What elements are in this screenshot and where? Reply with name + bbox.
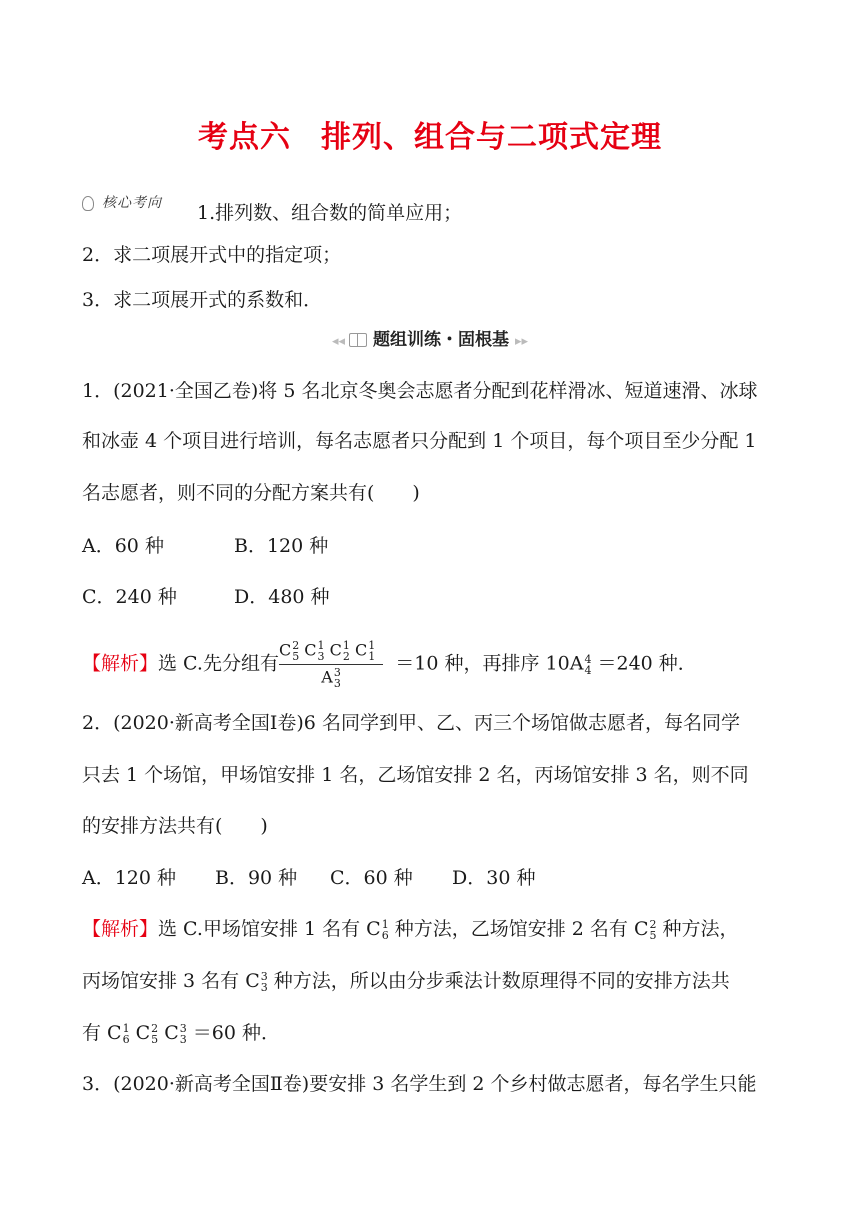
- q1-analysis: 【解析】选 C.先分组有 C 2 5 C 1 3 C 1 2 C 1 1 A 3 3 ＝10 种，再排序 10A 4 4 ＝240 种．: [82, 639, 697, 690]
- q2-line-3: 的安排方法共有( ): [82, 815, 268, 837]
- q1-options-row-1: [82, 533, 328, 559]
- section-label: 题组训练・固根基: [373, 330, 510, 350]
- focus-label: 核心考向: [102, 195, 162, 211]
- q2-analysis-line-3: 有 C 1 6 C 2 5 C 3 3 ＝60 种．: [82, 1022, 280, 1046]
- q2-analysis-line-1: 【解析】选 C.甲场馆安排 1 名有 C 1 6 种方法，乙场馆安排 2 名有 C 2 5 种方法，: [82, 918, 739, 942]
- q1-analysis-text: 选 C.先分组有: [158, 652, 279, 675]
- q2-options-row: [82, 865, 535, 891]
- focus-tag: [82, 192, 162, 212]
- q2-line-2: 只去 1 个场馆，甲场馆安排 1 名，乙场馆安排 2 名，丙场馆安排 3 名，则不同: [82, 764, 749, 786]
- title-topic-number: 考点六: [198, 120, 291, 155]
- q2-option-c: C．60 种: [330, 867, 413, 889]
- lightbulb-icon: [82, 196, 94, 211]
- q1-fraction-denominator: A 3 3: [321, 666, 341, 690]
- arrow-left-icon: ◂◂: [331, 334, 346, 349]
- q1-analysis-end: ＝240 种．: [597, 652, 697, 675]
- page-title: [0, 112, 860, 156]
- book-icon: [349, 333, 367, 347]
- q1-line-1: 1．(2021·全国乙卷)将 5 名北京冬奥会志愿者分配到花样滑冰、短道速滑、冰球: [82, 380, 758, 402]
- focus-item-2: 2．求二项展开式中的指定项；: [82, 244, 342, 266]
- section-heading: [0, 325, 860, 350]
- q1-line-2: 和冰壶 4 个项目进行培训，每名志愿者只分配到 1 个项目，每个项目至少分配 1: [82, 430, 757, 452]
- q1-option-a: A．60 种: [82, 535, 164, 557]
- q2-option-b: B．90 种: [215, 867, 298, 889]
- q2-option-a: A．120 种: [82, 867, 177, 889]
- q1-option-b: B．120 种: [234, 535, 329, 557]
- q3-line-1: 3．(2020·新高考全国Ⅱ卷)要安排 3 名学生到 2 个乡村做志愿者，每名学生只能: [82, 1073, 757, 1095]
- q2-line-1: 2．(2020·新高考全国Ⅰ卷)6 名同学到甲、乙、丙三个场馆做志愿者，每名同学: [82, 712, 740, 734]
- focus-item-3: 3．求二项展开式的系数和．: [82, 289, 323, 311]
- q1-options-row-2: [82, 584, 330, 610]
- q1-option-d: D．480 种: [234, 586, 330, 608]
- q1-option-c: C．240 种: [82, 586, 177, 608]
- q2-option-d: D．30 种: [452, 867, 536, 889]
- q1-fraction-numerator: C 2 5 C 1 3 C 1 2 C 1 1: [279, 640, 383, 665]
- title-topic-name: 排列、组合与二项式定理: [321, 120, 662, 155]
- q1-analysis-label: 【解析】: [82, 652, 159, 675]
- arrow-right-icon: ▸▸: [514, 334, 529, 349]
- q1-analysis-mid: ＝10 种，再排序 10A: [395, 652, 584, 675]
- q1-line-3: 名志愿者，则不同的分配方案共有( ): [82, 482, 420, 504]
- q2-analysis-line-2: 丙场馆安排 3 名有 C 3 3 种方法，所以由分步乘法计数原理得不同的安排方法共: [82, 970, 730, 994]
- q2-analysis-label: 【解析】: [82, 918, 159, 940]
- focus-item-1: 1.排列数、组合数的简单应用；: [197, 202, 463, 224]
- q1-fraction: [279, 640, 383, 689]
